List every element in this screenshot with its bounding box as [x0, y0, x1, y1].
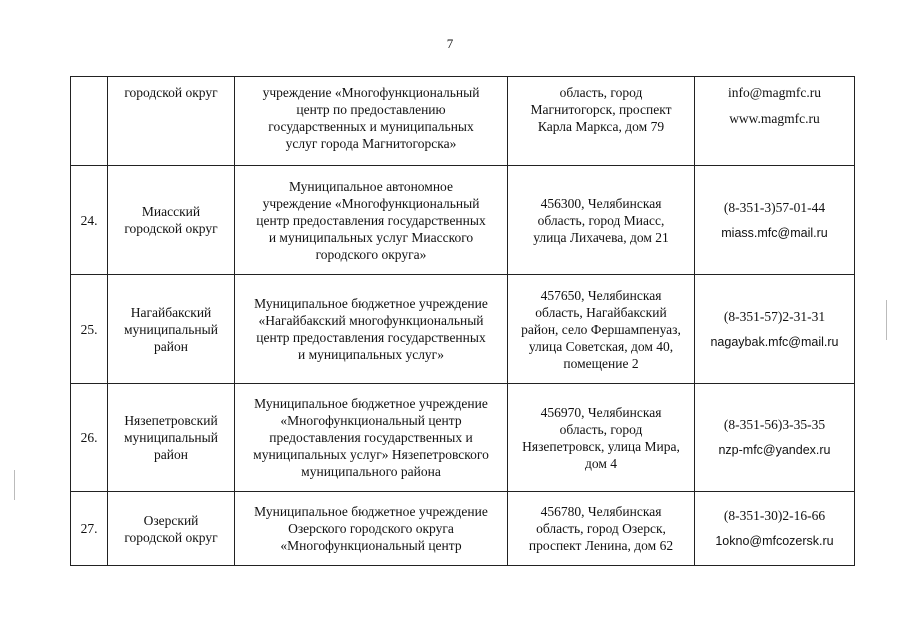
- table-row: [71, 384, 855, 492]
- email-address[interactable]: nzp-mfc@yandex.ru: [718, 443, 831, 457]
- institution-line: Озерского городского округа: [288, 521, 454, 536]
- municipality-line: Нагайбакский: [130, 304, 212, 320]
- institution-line: муниципального района: [301, 464, 441, 479]
- phone-number: (8-351-56)3-35-35: [723, 417, 826, 432]
- institution-cell: [235, 275, 508, 384]
- municipality-line: район: [154, 447, 188, 462]
- address-cell: [508, 492, 695, 566]
- contact-email[interactable]: info@magmfc.ru: [727, 85, 822, 100]
- address-line: улица Советская, дом 40,: [528, 338, 674, 354]
- municipality-line: муниципальный: [124, 321, 218, 337]
- institution-cell: [235, 77, 508, 166]
- institution-line: городского округа»: [315, 246, 427, 262]
- municipality-line: муниципальный: [124, 430, 218, 445]
- contacts-cell: [695, 77, 855, 166]
- table-row: [71, 77, 855, 166]
- municipality-cell: [108, 275, 235, 384]
- contacts-cell: [695, 492, 855, 566]
- municipality-cell: [108, 384, 235, 492]
- institution-line: центр предоставления государственных: [256, 212, 486, 228]
- municipality-line: Миасский: [141, 204, 201, 219]
- address-cell: [508, 275, 695, 384]
- address-cell: [508, 166, 695, 275]
- institution-line: и муниципальных услуг»: [298, 347, 444, 362]
- institution-line: услуг города Магнитогорска»: [285, 136, 457, 151]
- institution-cell: [235, 384, 508, 492]
- address-line: 456300, Челябинская: [540, 195, 662, 211]
- address-line: дом 4: [584, 455, 618, 471]
- municipality-line: Нязепетровский: [124, 413, 218, 428]
- institution-line: учреждение «Многофункциональный: [262, 85, 480, 100]
- contacts-cell: [695, 275, 855, 384]
- row-number: 24.: [71, 166, 108, 275]
- address-line: район, село Фершампенуаз,: [521, 321, 681, 337]
- institution-line: «Многофункциональный центр: [280, 538, 462, 553]
- address-line: область, Нагайбакский: [535, 304, 667, 320]
- email-address[interactable]: 1okno@mfcozersk.ru: [715, 534, 834, 548]
- row-number: 26.: [71, 384, 108, 492]
- municipality-cell: [108, 77, 235, 166]
- address-line: область, город Миасс,: [537, 212, 665, 228]
- municipality-line: городской округ: [124, 221, 218, 236]
- scan-edge-mark: [14, 470, 15, 500]
- institution-cell: [235, 492, 508, 566]
- address-line: помещение 2: [563, 355, 639, 371]
- address-line: 457650, Челябинская: [540, 287, 662, 303]
- municipality-line: Озерский: [143, 512, 199, 528]
- institution-line: «Многофункциональный центр: [280, 413, 462, 428]
- email-address[interactable]: miass.mfc@mail.ru: [721, 225, 828, 240]
- scan-edge-mark: [886, 300, 887, 340]
- institution-line: предоставления государственных и: [269, 430, 473, 445]
- page-number: 7: [446, 36, 454, 51]
- municipality-line: городской округ: [124, 85, 218, 100]
- row-number: 27.: [71, 492, 108, 566]
- address-line: область, город: [559, 421, 643, 437]
- municipality-cell: [108, 492, 235, 566]
- row-number: 25.: [71, 275, 108, 384]
- phone-number: (8-351-57)2-31-31: [723, 308, 826, 324]
- municipality-cell: [108, 166, 235, 275]
- phone-number: (8-351-3)57-01-44: [723, 199, 826, 215]
- institution-line: центр по предоставлению: [296, 102, 446, 117]
- municipality-line: район: [154, 338, 188, 354]
- contacts-cell: [695, 384, 855, 492]
- institution-line: Муниципальное бюджетное учреждение: [254, 396, 488, 411]
- institution-cell: [235, 166, 508, 275]
- address-line: улица Лихачева, дом 21: [533, 229, 669, 245]
- institution-line: Муниципальное бюджетное учреждение: [254, 504, 488, 519]
- table-row: [71, 492, 855, 566]
- institution-line: Муниципальное бюджетное учреждение: [254, 296, 488, 311]
- institution-line: «Нагайбакский многофункциональный: [258, 313, 484, 328]
- contacts-cell: [695, 166, 855, 275]
- email-address[interactable]: nagaybak.mfc@mail.ru: [710, 334, 839, 349]
- mfc-registry-table: [70, 76, 855, 566]
- address-line: Карла Маркса, дом 79: [537, 119, 665, 134]
- address-line: проспект Ленина, дом 62: [528, 538, 674, 553]
- website-link[interactable]: www.magmfc.ru: [729, 111, 820, 126]
- institution-line: центр предоставления государственных: [256, 330, 486, 345]
- address-line: Нязепетровск, улица Мира,: [522, 438, 680, 454]
- phone-number: (8-351-30)2-16-66: [723, 508, 826, 523]
- table-row: [71, 275, 855, 384]
- institution-line: государственных и муниципальных: [268, 119, 474, 134]
- address-cell: [508, 77, 695, 166]
- address-line: область, город: [559, 85, 643, 100]
- institution-line: Муниципальное автономное: [289, 178, 453, 194]
- address-line: Магнитогорск, проспект: [530, 102, 672, 117]
- address-line: 456780, Челябинская: [540, 504, 662, 519]
- institution-line: муниципальных услуг» Нязепетровского: [253, 447, 489, 462]
- row-number: [71, 77, 108, 166]
- address-line: область, город Озерск,: [536, 521, 666, 536]
- institution-line: и муниципальных услуг Миасского: [268, 229, 474, 245]
- table-row: [71, 166, 855, 275]
- municipality-line: городской округ: [124, 529, 218, 545]
- institution-line: учреждение «Многофункциональный: [262, 195, 480, 211]
- address-cell: [508, 384, 695, 492]
- address-line: 456970, Челябинская: [540, 404, 662, 420]
